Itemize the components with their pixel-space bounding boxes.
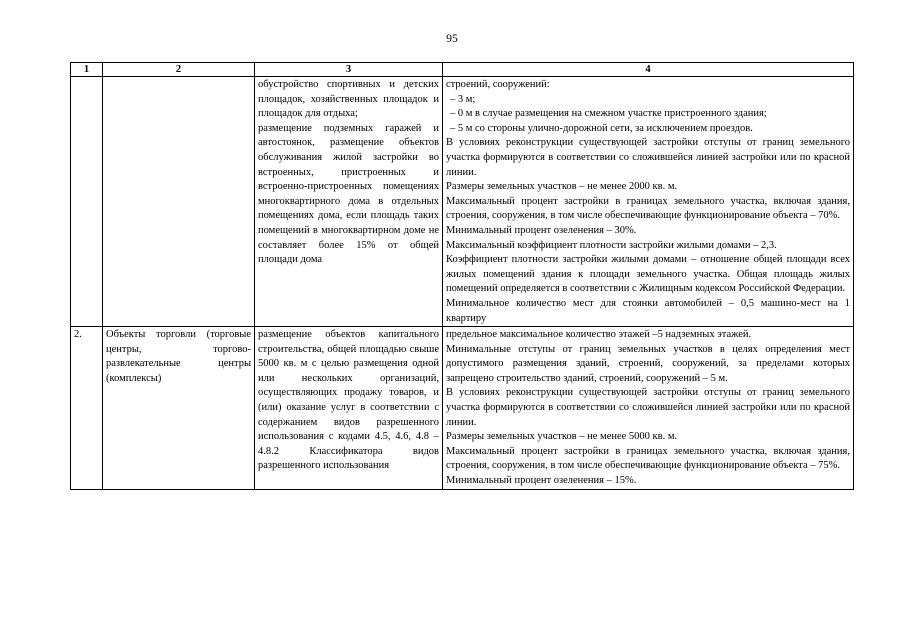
parameter-text: предельное максимальное количество этажей –5 надземных этажей. [446,329,752,341]
regulations-table [70,62,854,490]
permitted-use-cell [255,327,443,490]
table-header-row [71,63,854,77]
parameter-bullet: – 3 м; [450,93,476,105]
header-col-2: 2 [103,63,255,77]
parameters-cell [443,77,854,327]
parameter-text: Максимальный процент застройки в границах земельного участка, включая здания, строения, сооружения, в том числе обеспечивающие функционирование объекта – 75%. [446,445,850,472]
object-name: Объекты торговли (торговые центры, торгово-развлекательные центры (комплексы) [103,327,255,490]
permitted-use-text: размещение подземных гаражей и автостоянок, размещение объектов обслуживания жилой застройки во встроенных, пристроенных и встроенно-пристроенных помещениях многоквартирного дома в отдельных помещениях дома, если площадь таких помещений в многоквартирном доме не составляет более 15% от общей площади дома [258,122,439,266]
parameter-text: В условиях реконструкции существующей застройки отступы от границ земельного участка формируются в соответствии со сложившейся линией застройки или по красной линии. [446,387,850,428]
parameter-bullet: – 5 м со стороны улично-дорожной сети, за исключением проездов. [450,122,753,134]
parameter-text: Минимальный процент озеленения – 30%. [446,224,637,236]
parameter-text: Максимальный процент застройки в границах земельного участка, включая здания, строения, сооружения, в том числе обеспечивающие функционирование объекта – 70%. [446,195,850,222]
header-col-3: 3 [255,63,443,77]
parameter-text: строений, сооружений: [446,79,550,90]
parameter-text: Размеры земельных участков – не менее 2000 кв. м. [446,181,678,193]
parameter-text: Максимальный коэффициент плотности застройки жилыми домами – 2,3. [446,239,777,251]
page-number: 95 [446,33,458,45]
parameter-bullet: – 0 м в случае размещения на смежном участке пристроенного здания; [450,108,767,120]
row-number [71,77,103,327]
table-row [71,327,854,490]
permitted-use-cell [255,77,443,327]
parameter-text: Минимальные отступы от границ земельных участков в целях определения мест допустимого размещения зданий, строений, сооружений, за пределами которых запрещено строительство зданий, строений, сооружений – 5 м. [446,343,850,384]
parameter-text: В условиях реконструкции существующей застройки отступы от границ земельного участка формируются в соответствии со сложившейся линией застройки или по красной линии. [446,137,850,178]
parameter-text: Коэффициент плотности застройки жилыми домами – отношение общей площади всех жилых помещений здания к площади земельного участка. Общая площадь жилых помещений определяется в соответствии с Жилищным кодексом Российской Федерации. [446,254,850,295]
header-col-1: 1 [71,63,103,77]
parameters-cell [443,327,854,490]
parameter-text: Минимальный процент озеленения – 15%. [446,475,637,487]
permitted-use-text: размещение объектов капитального строительства, общей площадью свыше 5000 кв. м с целью размещения одной или нескольких организаций, осуществляющих продажу товаров, и (или) оказание услуг в соответствии с содержанием видов разрешенного использования с кодами 4.5, 4.6, 4.8 – 4.8.2 Классификатора видов разрешенного использования [258,329,439,472]
permitted-use-text: обустройство спортивных и детских площадок, хозяйственных площадок и площадок для отдыха; [258,79,439,120]
object-name [103,77,255,327]
row-number: 2. [71,327,103,490]
table-row [71,77,854,327]
header-col-4: 4 [443,63,854,77]
parameter-text: Минимальное количество мест для стоянки автомобилей – 0,5 машино-мест на 1 квартиру [446,297,850,324]
parameter-text: Размеры земельных участков – не менее 5000 кв. м. [446,431,678,443]
